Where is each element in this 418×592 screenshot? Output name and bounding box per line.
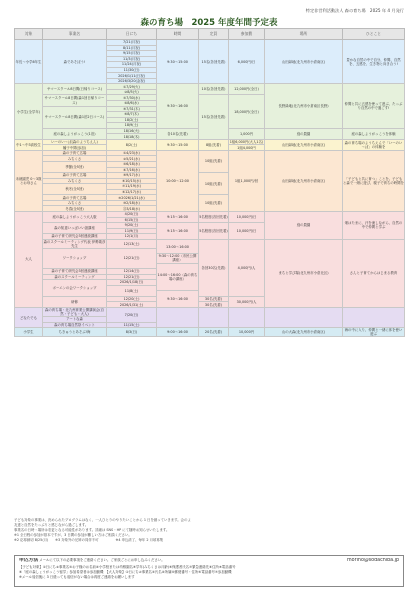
table-cell (199, 307, 229, 327)
notes-section (14, 518, 404, 544)
table-cell: 森の育ち場自然祭イベント (43, 322, 107, 328)
table-cell: 森であそぼう! (43, 40, 107, 84)
table-cell: 季節(全5回) (43, 162, 107, 173)
table-cell: 庭の森しようがっこう(1泊) (43, 128, 107, 139)
table-cell: ワークショップ (43, 248, 107, 268)
table-cell: 研修 (43, 296, 107, 307)
table-cell: 4/20(日) (107, 211, 157, 217)
contact-email-link[interactable]: morino@sodachiba.jp (347, 558, 399, 563)
table-cell: サマースクール8日間(森1泊2日コース) (43, 106, 107, 128)
table-cell: 9:00～16:00 (157, 328, 199, 337)
table-cell: 20名(先着) (199, 328, 229, 337)
table-cell: 森の子育て研究会3回連続講座 (43, 234, 107, 240)
table-cell: さんと子育てからはじまる教育 (343, 239, 405, 307)
apply-line: ※メール返信後に 3 日経っても返信がない場合は再度ご連絡をお願いします (19, 574, 135, 579)
table-cell: サマースクール8日間(日帰りコース) (43, 84, 107, 95)
table-cell: アートな森 (43, 317, 107, 323)
table-cell: 各10名(先着) (157, 128, 199, 139)
table-cell: みちくさ (43, 200, 107, 206)
table-cell: 庭の農園 (265, 128, 343, 139)
table-cell: 1,000円 (229, 128, 265, 139)
note-line: 事業名の日時・場所は変更となる可能性があります。詳細は SNS・HP にて随時お知らせいたします。 (14, 528, 170, 533)
table-cell: 森のスクールミーティング代表 伊勢義彦先生 (43, 239, 106, 248)
table-cell: みちくさ (43, 178, 107, 184)
note-line: ※2 応募締切 8/25(月) ※3 対象外の兄姉の同伴不可 ※4 申込終了、毎年 2 月頃募集 (14, 538, 164, 543)
table-cell: 10,000円/日 (229, 211, 265, 222)
table-row (15, 211, 405, 217)
table-cell: 11/15(土) (107, 322, 157, 328)
table-cell: 森の育ち場のようちえんで「いーのい～ぱ」の体験を (343, 139, 405, 150)
table-cell: 7/21(月祝) (107, 40, 157, 46)
table-cell: みちくさ (43, 156, 107, 162)
table-row (15, 328, 405, 337)
table-cell: 1組1,000円/回 (229, 150, 265, 211)
column-header: 時間 (157, 29, 199, 40)
table-cell: ⑤7/31(木) (107, 106, 157, 112)
note-line: ※1 全日程の参加が基本ですが、3 日間の参加が難しい方はご相談ください。 (14, 533, 132, 538)
table-cell: ボーエンの会ワークショップ (43, 280, 107, 297)
table-cell: 冬春(全5回) (43, 206, 107, 212)
target-cell: 年長〜小学6年生 (15, 40, 43, 84)
target-cell: 大人 (15, 211, 43, 307)
table-cell: 9:30～12:00（市民公開講座） (157, 254, 199, 263)
table-cell: 11/9(日) (107, 228, 157, 234)
table-cell: 長野緑地(北九州市小倉南区長野) (265, 84, 343, 128)
table-cell: ③7/30(水) (107, 95, 157, 101)
table-cell: 10名(各回先着) (199, 84, 229, 95)
table-cell: 8/3(日) (107, 328, 157, 337)
table-cell: ⑪3/18(水) (107, 206, 157, 212)
target-cell: どなたでも (15, 307, 43, 327)
table-cell: 4,000円/人 (229, 239, 265, 296)
table-cell: 海の中に入り、仲間と一緒に体を使い遊ぶ (343, 328, 405, 337)
table-cell: 庭の農園 (265, 211, 343, 239)
table-cell: 12/1(月) (107, 234, 157, 240)
table-cell: 8/2(土) (107, 139, 157, 150)
table-cell: 13:00～16:00 (157, 239, 199, 254)
table-cell: 9/15(月祝) (107, 51, 157, 57)
apply-intro: メールにて以下の必要事項をご連絡ください。ご家族ごとにお申し込みください。 (39, 558, 165, 562)
table-cell: 2026/1/11(日祝) (107, 73, 157, 79)
table-cell: 山田緑地(北九州市小倉南区) (265, 139, 343, 150)
table-cell: 豊かな自然の中で自分、仲間、自然を、五感を、生き物と向き合う! (343, 40, 405, 84)
table-cell: 5名程度(各回先着) (199, 223, 229, 240)
table-cell: ②5/21(水) (107, 156, 157, 162)
table-cell: 10組(先着) (199, 195, 229, 212)
table-cell: 5名程度(各回先着) (199, 211, 229, 222)
application-box (14, 555, 404, 587)
table-cell: 11/30(日) (107, 67, 157, 73)
table-header-row (15, 29, 405, 40)
table-row (15, 150, 405, 156)
table-cell: ⑤9/17(水) (107, 173, 157, 179)
table-body (15, 40, 405, 337)
table-cell: 庭の森しようがっこう大人版 (43, 211, 107, 222)
table-cell: ②8/5(火) (107, 89, 157, 95)
table-row (15, 239, 405, 248)
table-cell: 10:00～12:00 (157, 150, 199, 211)
table-cell: 1組6,000円(大人1名) (229, 140, 264, 145)
table-cell: ⑥8/7(木) (107, 112, 157, 118)
publisher-line: 特定非営利活動法人 森の育ち場 2025 年 4 月発行 (305, 8, 404, 13)
table-cell: 2026/1/18(日) (107, 280, 157, 286)
apply-line: 【子ども対象】①日にち②事業名③お子様のお名前④小学校または幼稚園名⑤学年(みちくさは月齢)⑥保護者氏名⑦緊急連絡先⑧住所⑨電話番号 (19, 564, 236, 569)
apply-title: 申込方法 (19, 558, 39, 563)
table-cell: 庭の森しようがっこうを体験 (343, 128, 405, 139)
page-title: 森の育ち場 2025 年度年間予定表 (140, 18, 278, 28)
table-cell: ④8/6(水) (107, 101, 157, 107)
table-cell: 12/21(日) (107, 248, 157, 268)
table-cell: 12/21(日) (107, 274, 157, 280)
table-cell: 12,000円(全日) (229, 84, 265, 95)
table-cell: 秋冬(全5回) (43, 184, 107, 195)
table-cell: 12/20(土) (107, 296, 157, 302)
column-header: 事業名 (43, 29, 107, 40)
table-cell: 8/11(月祝) (107, 45, 157, 51)
table-cell: 森のスクールミーティング (43, 274, 107, 280)
table-cell: 10組(先着) (199, 173, 229, 195)
table-row (15, 84, 405, 90)
table-cell: 15名(各回先着) (199, 40, 229, 84)
table-cell: 2026/3/20(金祝) (107, 78, 157, 84)
table-cell: ①7/29(火) (107, 84, 157, 90)
table-cell (157, 307, 199, 327)
table-cell: 山の大森(北九州市小倉南区) (265, 328, 343, 337)
table-cell: 7/20(日) (107, 307, 157, 322)
target-cell: 中1〜中3高校生 (15, 139, 43, 150)
table-cell: 12/14(日) (107, 269, 157, 275)
table-cell: 18/18(木) (107, 134, 157, 140)
table-cell: 18/2(土) (107, 117, 157, 123)
table-cell: ⑥10/15(水) (107, 178, 157, 184)
table-cell: 各回30名(先着) (199, 239, 229, 296)
schedule-table (14, 28, 405, 337)
table-cell: 山田緑地(北九州市小倉南区) (265, 40, 343, 84)
table-cell: 「子どもと共に育つ」ことを。子どもと森で一緒に遊び、親子で育ちの時間を (343, 150, 405, 211)
table-cell: 8組(先着) (199, 139, 229, 150)
column-header: 日にち (107, 29, 157, 40)
table-cell: 9:15～16:00 (157, 211, 199, 222)
table-cell: 18/16(火) (107, 128, 157, 134)
table-cell: ⑧12/17(水) (107, 189, 157, 195)
table-cell: 14:00～16:00（森の育ち場の講座） (157, 263, 199, 291)
table-cell: 6,000円/日 (229, 40, 265, 84)
table-cell: サマースクール8日間(森1回日帰りコース) (43, 95, 107, 106)
table-cell: 12/13(土) (107, 239, 157, 248)
table-cell: 9:30～15:00 (157, 40, 199, 84)
table-cell: 9/20(土) (107, 223, 157, 229)
column-header: 対象 (15, 29, 43, 40)
table-cell: 9:30～15:00 (157, 139, 199, 150)
table-cell: 森の知恵いっぱいい諸講座 (43, 223, 107, 234)
table-cell: 10組(先着) (199, 150, 229, 172)
table-cell: いーのい～ぱ(森のようちえん) (43, 139, 107, 145)
table-cell (265, 307, 343, 327)
table-cell: ⑨2026/1/21(水) (107, 195, 157, 201)
table-cell: 畑はたまに、汗を流しながら、自然の中で仲間と学ぶ (343, 211, 405, 239)
table-cell (343, 307, 405, 327)
table-cell: 森の育ち場・北九州育業公開講演会(自然・子ども・大人) (43, 307, 107, 316)
table-cell: まちと学び場(北九州市小倉北区) (265, 239, 343, 307)
table-cell: ⑦11/19(水) (107, 184, 157, 190)
table-row (15, 307, 405, 316)
column-header: ひとこと (343, 29, 405, 40)
table-cell: 9:30～16:00 (157, 84, 199, 128)
table-cell: 森の子育て広場 (43, 173, 107, 179)
table-cell: ③6/18(水) (107, 162, 157, 168)
table-cell: ④7/16(水) (107, 167, 157, 173)
note-line: 友達と自然をたっぷりと感じながら過ごします。 (14, 523, 89, 528)
table-row (15, 40, 405, 46)
table-cell (229, 307, 265, 327)
table-cell: 30,000円/人 (229, 296, 265, 307)
table-cell: 30名(先着) (199, 302, 229, 308)
apply-line: ⑥「庭の森しょうがっこう留学」参加希望者は参加動機 【大人対象】①日にち②事業名③氏名④所属⑤郵便番号・住所⑥電話番号⑦参加動機 (19, 569, 232, 574)
target-cell: 未就園児 0〜3歳とお母さん (15, 150, 43, 211)
table-cell: 10,000円/日 (229, 223, 265, 240)
table-cell: 18/9(土) (107, 123, 157, 129)
table-cell: 10,000円 (229, 328, 265, 337)
table-cell: 11/24(月祝) (107, 62, 157, 68)
column-header: 場所 (265, 29, 343, 40)
table-row (15, 139, 405, 145)
table-cell: 9:15～16:00 (157, 223, 199, 240)
table-cell: 30名(先着) (199, 296, 229, 302)
table-cell: 森の子育て広場 (43, 195, 107, 201)
table-cell: ①4/23(水) (107, 150, 157, 156)
table-cell: 森の子育て広場 (43, 150, 107, 156)
column-header: 参加費 (229, 29, 265, 40)
note-line: 子ども対象の事業は、決められたプログラムはなく、一人ひとりのやりたいことから 1 日を創っていきます。会のよ (14, 518, 191, 522)
table-cell: 11/3(月祝) (107, 56, 157, 62)
table-cell: 18,000円(全日) (229, 95, 265, 128)
table-cell: 11/8(土) (107, 285, 157, 296)
table-cell: 森の子育て研究会3回連続講座 (43, 269, 107, 275)
column-header: 定員 (199, 29, 229, 40)
table-cell: 6/15(日) (107, 217, 157, 223)
table-cell: ちきゅうとあそぶ!海 (43, 328, 107, 337)
table-cell: 仲間と共に五感を使って遊ぶ、たっぷり自然の中で過ごす! (343, 84, 405, 128)
table-cell: 1組4,000円 (229, 145, 265, 151)
target-cell: 小学生 (15, 328, 43, 337)
table-cell: 幡子中間(参加) (43, 145, 107, 151)
table-cell: 9:30～16:00 (157, 291, 199, 308)
table-cell: 2026/1/31(土) (107, 302, 157, 308)
table-cell: ⑩2/18(水) (107, 200, 157, 206)
table-cell: 山田緑地(北九州市小倉南区) (265, 150, 343, 211)
table-cell: 15名(各回先着) (199, 95, 229, 139)
target-cell: 小学生(全学年) (15, 84, 43, 139)
